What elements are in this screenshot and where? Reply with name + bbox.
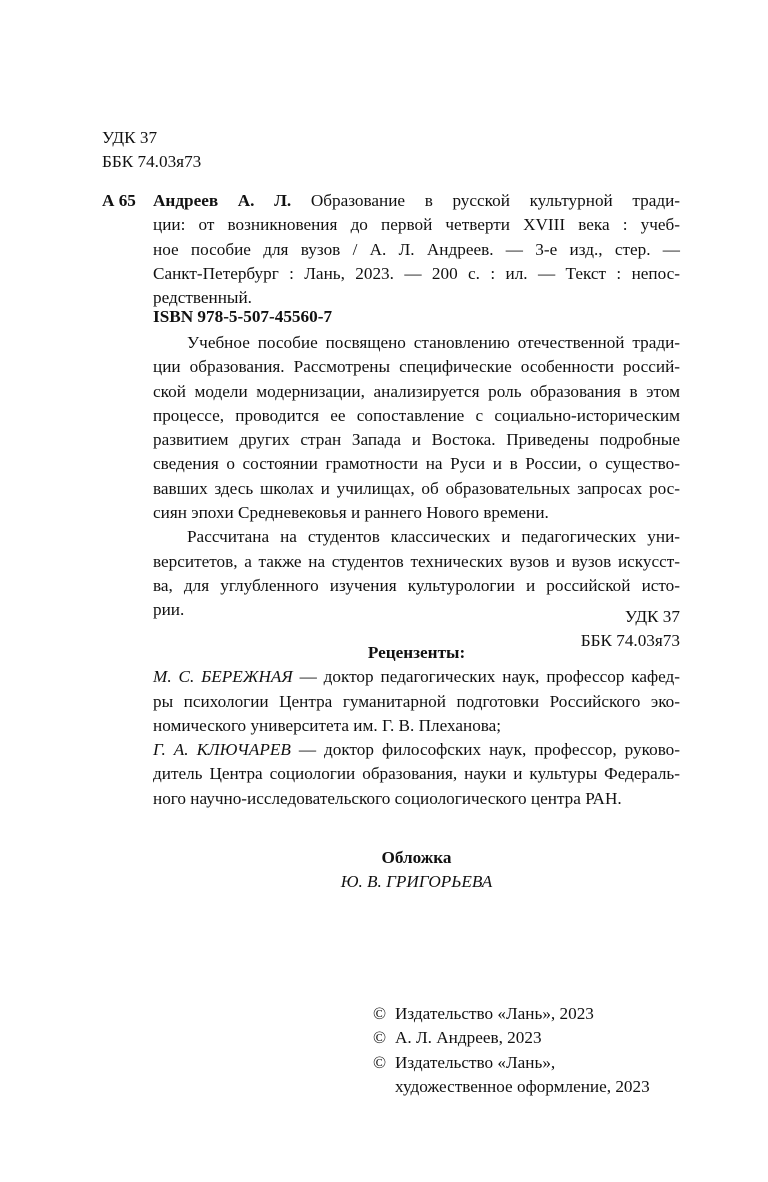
entry-line: Андреев А. Л. Образование в русской культурной тради- [153,191,680,210]
reviewer-line: М. С. БЕРЕЖНАЯ — доктор педагогических наук, профессор кафед- [153,667,680,687]
annotation-line: ции образования. Рассмотрены специфические особенности россий- [153,357,680,377]
copyright-line: © А. Л. Андреев, 2023 [373,1026,683,1050]
cover-artist: Ю. В. ГРИГОРЬЕВА [340,872,493,892]
annotation [153,331,680,623]
annotation-line: сиян эпохи Средневековья и раннего Нового времени. [153,503,549,523]
annotation-line: ва, для углубленного изучения культурологии и российской исто- [153,575,680,595]
entry-author: Андреев А. Л. [153,191,292,210]
entry-line: Санкт-Петербург : Лань, 2023. — 200 с. : ил. — Текст : непос- [153,263,680,283]
copyrights [373,1002,683,1099]
reviewer-line: номического университета им. Г. В. Плеханова; [153,715,502,735]
reviewers [153,641,680,811]
copyright-line: © Издательство «Лань», 2023 [373,1002,683,1026]
reviewer-line: дитель Центра социологии образования, науки и культуры Федераль- [153,764,680,784]
entry-line: ции: от возникновения до первой четверти XVIII века : учеб- [153,215,680,235]
annotation-line: сведения о состоянии грамотности на Руси и в России, о существо- [153,454,680,474]
isbn: ISBN 978-5-507-45560-7 [153,307,333,326]
reviewer-line: Г. А. КЛЮЧАРЕВ — доктор философских наук, профессор, руково- [153,740,681,760]
classification-top [102,126,201,175]
annotation-line: процессе, проводится ее сопоставление с социально-историческим [153,405,680,425]
copyright-icon: © [373,1004,387,1023]
reviewer-line: ного научно-исследовательского социологического центра РАН. [153,788,622,808]
cover-credit [153,846,680,895]
annotation-line: ской модели модернизации, анализируется роль образования в этом [153,381,680,401]
bbk-code: ББК 74.03я73 [580,631,680,651]
entry-line: редственный. [153,288,252,308]
copyright-icon: © [373,1052,387,1072]
entry-line: ное пособие для вузов / А. Л. Андреев. — 3-е изд., стер. — [153,239,680,259]
bibliographic-entry [153,189,680,310]
reviewers-heading: Рецензенты: [367,643,466,662]
reviewer-name: Г. А. КЛЮЧАРЕВ [153,740,291,760]
copyright-line: © Издательство «Лань», [373,1051,683,1075]
annotation-line: Рассчитана на студентов классических и педагогических уни- [187,527,680,547]
annotation-line: верситетов, а также на студентов технических вузов и вузов искусст- [153,551,680,571]
author-mark: А 65 [102,191,136,210]
reviewer-line: ры психологии Центра гуманитарной подготовки Российского эко- [153,691,680,711]
reviewer-name: М. С. БЕРЕЖНАЯ [153,667,293,687]
copyright-line: художественное оформление, 2023 [395,1076,650,1096]
annotation-line: развитием других стран Запада и Востока. Приведены подробные [153,430,680,450]
udk-code: УДК 37 [624,607,680,626]
cover-heading: Обложка [381,848,452,867]
copyright-icon: © [373,1028,387,1048]
annotation-line: рии. [153,600,185,620]
annotation-line: Учебное пособие посвящено становлению отечественной тради- [187,333,680,352]
udk-code: УДК 37 [102,128,158,147]
bbk-code: ББК 74.03я73 [102,152,202,172]
annotation-line: вавших здесь школах и училищах, об образовательных запросах рос- [153,478,680,498]
